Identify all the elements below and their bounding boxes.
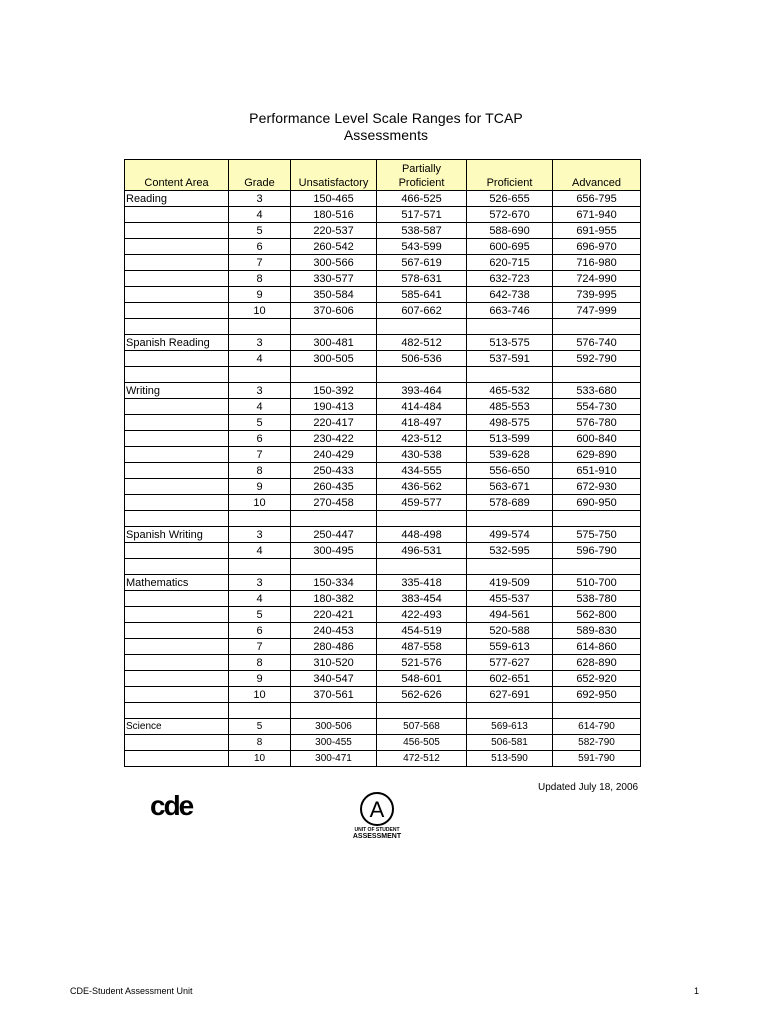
grade-cell: 8 <box>229 463 291 479</box>
grade-cell: 4 <box>229 207 291 223</box>
advanced-cell: 696-970 <box>553 239 641 255</box>
grade-cell: 5 <box>229 415 291 431</box>
proficient-cell: 577-627 <box>467 655 553 671</box>
grade-cell: 4 <box>229 399 291 415</box>
grade-cell: 8 <box>229 735 291 751</box>
proficient-cell: 600-695 <box>467 239 553 255</box>
empty-cell <box>377 367 467 383</box>
empty-cell <box>291 367 377 383</box>
content-area-cell <box>125 223 229 239</box>
proficient-cell: 627-691 <box>467 687 553 703</box>
advanced-cell: 582-790 <box>553 735 641 751</box>
advanced-cell: 747-999 <box>553 303 641 319</box>
header-partially-line-1: Partially <box>401 163 442 175</box>
content-area-cell: Spanish Reading <box>125 335 229 351</box>
partially-proficient-cell: 482-512 <box>377 335 467 351</box>
partially-proficient-cell: 393-464 <box>377 383 467 399</box>
empty-cell <box>291 559 377 575</box>
unsatisfactory-cell: 300-495 <box>291 543 377 559</box>
proficient-cell: 632-723 <box>467 271 553 287</box>
advanced-cell: 576-740 <box>553 335 641 351</box>
table-row <box>125 303 641 319</box>
partially-proficient-cell: 607-662 <box>377 303 467 319</box>
document-title <box>200 110 572 144</box>
grade-cell: 9 <box>229 671 291 687</box>
proficient-cell: 506-581 <box>467 735 553 751</box>
empty-cell <box>377 319 467 335</box>
content-area-cell <box>125 255 229 271</box>
unsatisfactory-cell: 300-481 <box>291 335 377 351</box>
unsatisfactory-cell: 150-334 <box>291 575 377 591</box>
advanced-cell: 716-980 <box>553 255 641 271</box>
table-row <box>125 607 641 623</box>
updated-date: Updated July 18, 2006 <box>538 782 639 793</box>
unsatisfactory-cell: 190-413 <box>291 399 377 415</box>
empty-cell <box>467 367 553 383</box>
content-area-cell <box>125 463 229 479</box>
content-area-cell <box>125 687 229 703</box>
partially-proficient-cell: 454-519 <box>377 623 467 639</box>
header-proficient: Proficient <box>467 160 553 191</box>
logo-line-1: UNIT OF STUDENT <box>354 827 400 833</box>
table-row <box>125 191 641 207</box>
partially-proficient-cell: 521-576 <box>377 655 467 671</box>
partially-proficient-cell: 517-571 <box>377 207 467 223</box>
unsatisfactory-cell: 310-520 <box>291 655 377 671</box>
grade-cell: 6 <box>229 239 291 255</box>
partially-proficient-cell: 543-599 <box>377 239 467 255</box>
proficient-cell: 513-590 <box>467 751 553 767</box>
unsatisfactory-cell: 300-505 <box>291 351 377 367</box>
grade-cell: 6 <box>229 623 291 639</box>
advanced-cell: 562-800 <box>553 607 641 623</box>
cde-logo-text: cde <box>150 790 193 821</box>
proficient-cell: 465-532 <box>467 383 553 399</box>
grade-cell: 10 <box>229 751 291 767</box>
spacer-row <box>125 559 641 575</box>
content-area-cell <box>125 623 229 639</box>
unsatisfactory-cell: 340-547 <box>291 671 377 687</box>
proficient-cell: 642-738 <box>467 287 553 303</box>
header-unsatisfactory: Unsatisfactory <box>291 160 377 191</box>
content-area-cell <box>125 751 229 767</box>
advanced-cell: 739-995 <box>553 287 641 303</box>
proficient-cell: 498-575 <box>467 415 553 431</box>
partially-proficient-cell: 487-558 <box>377 639 467 655</box>
grade-cell: 7 <box>229 639 291 655</box>
empty-cell <box>553 367 641 383</box>
partially-proficient-cell: 507-568 <box>377 719 467 735</box>
partially-proficient-cell: 436-562 <box>377 479 467 495</box>
table-row <box>125 399 641 415</box>
content-area-cell: Reading <box>125 191 229 207</box>
table-row <box>125 255 641 271</box>
partially-proficient-cell: 562-626 <box>377 687 467 703</box>
proficient-cell: 526-655 <box>467 191 553 207</box>
proficient-cell: 588-690 <box>467 223 553 239</box>
grade-cell: 10 <box>229 303 291 319</box>
proficient-cell: 537-591 <box>467 351 553 367</box>
header-content-area: Content Area <box>125 160 229 191</box>
grade-cell: 10 <box>229 687 291 703</box>
content-area-cell <box>125 351 229 367</box>
empty-cell <box>125 511 229 527</box>
empty-cell <box>467 511 553 527</box>
advanced-cell: 671-940 <box>553 207 641 223</box>
footer-page-number: 1 <box>694 986 700 996</box>
table-row <box>125 495 641 511</box>
empty-cell <box>229 559 291 575</box>
proficient-cell: 499-574 <box>467 527 553 543</box>
unsatisfactory-cell: 330-577 <box>291 271 377 287</box>
empty-cell <box>553 511 641 527</box>
content-area-cell <box>125 447 229 463</box>
empty-cell <box>553 319 641 335</box>
advanced-cell: 591-790 <box>553 751 641 767</box>
proficient-cell: 569-613 <box>467 719 553 735</box>
proficient-cell: 520-588 <box>467 623 553 639</box>
empty-cell <box>125 367 229 383</box>
table-row <box>125 543 641 559</box>
advanced-cell: 692-950 <box>553 687 641 703</box>
grade-cell: 3 <box>229 383 291 399</box>
proficient-cell: 532-595 <box>467 543 553 559</box>
unsatisfactory-cell: 300-506 <box>291 719 377 735</box>
table-row <box>125 719 641 735</box>
grade-cell: 5 <box>229 223 291 239</box>
proficient-cell: 556-650 <box>467 463 553 479</box>
title-line-2: Assessments <box>343 127 429 143</box>
table-row <box>125 463 641 479</box>
empty-cell <box>229 703 291 719</box>
content-area-cell: Writing <box>125 383 229 399</box>
advanced-cell: 651-910 <box>553 463 641 479</box>
logo-line-2: ASSESSMENT <box>352 833 402 840</box>
proficient-cell: 620-715 <box>467 255 553 271</box>
grade-cell: 8 <box>229 655 291 671</box>
content-area-cell <box>125 607 229 623</box>
partially-proficient-cell: 423-512 <box>377 431 467 447</box>
unsatisfactory-cell: 260-435 <box>291 479 377 495</box>
grade-cell: 4 <box>229 351 291 367</box>
partially-proficient-cell: 567-619 <box>377 255 467 271</box>
content-area-cell <box>125 399 229 415</box>
table-row <box>125 655 641 671</box>
advanced-cell: 510-700 <box>553 575 641 591</box>
empty-cell <box>377 559 467 575</box>
partially-proficient-cell: 418-497 <box>377 415 467 431</box>
grade-cell: 3 <box>229 527 291 543</box>
spacer-row <box>125 511 641 527</box>
spacer-row <box>125 319 641 335</box>
content-area-cell <box>125 271 229 287</box>
proficient-cell: 559-613 <box>467 639 553 655</box>
unsatisfactory-cell: 280-486 <box>291 639 377 655</box>
grade-cell: 3 <box>229 335 291 351</box>
table-row <box>125 431 641 447</box>
advanced-cell: 690-950 <box>553 495 641 511</box>
table-row <box>125 687 641 703</box>
empty-cell <box>229 511 291 527</box>
grade-cell: 7 <box>229 447 291 463</box>
content-area-cell <box>125 415 229 431</box>
content-area-cell <box>125 287 229 303</box>
table-header-row <box>125 160 641 191</box>
advanced-cell: 652-920 <box>553 671 641 687</box>
table-row <box>125 591 641 607</box>
unsatisfactory-cell: 300-471 <box>291 751 377 767</box>
empty-cell <box>291 319 377 335</box>
table-row <box>125 351 641 367</box>
empty-cell <box>291 703 377 719</box>
content-area-cell <box>125 431 229 447</box>
content-area-cell <box>125 207 229 223</box>
advanced-cell: 600-840 <box>553 431 641 447</box>
spacer-row <box>125 367 641 383</box>
table-row <box>125 239 641 255</box>
unsatisfactory-cell: 240-429 <box>291 447 377 463</box>
advanced-cell: 614-790 <box>553 719 641 735</box>
header-advanced: Advanced <box>553 160 641 191</box>
header-partially-line-2: Proficient <box>398 177 445 189</box>
title-line-1: Performance Level Scale Ranges for TCAP <box>249 110 523 126</box>
partially-proficient-cell: 434-555 <box>377 463 467 479</box>
table-row <box>125 287 641 303</box>
unsatisfactory-cell: 300-455 <box>291 735 377 751</box>
empty-cell <box>467 319 553 335</box>
student-assessment-logo <box>350 788 414 844</box>
partially-proficient-cell: 422-493 <box>377 607 467 623</box>
table-row <box>125 479 641 495</box>
table-row <box>125 751 641 767</box>
content-area-cell <box>125 735 229 751</box>
advanced-cell: 576-780 <box>553 415 641 431</box>
content-area-cell: Science <box>125 719 229 735</box>
empty-cell <box>467 559 553 575</box>
content-area-cell <box>125 479 229 495</box>
header-partially-proficient <box>377 160 467 191</box>
table-row <box>125 735 641 751</box>
unsatisfactory-cell: 250-433 <box>291 463 377 479</box>
advanced-cell: 724-990 <box>553 271 641 287</box>
content-area-cell <box>125 639 229 655</box>
proficient-cell: 513-599 <box>467 431 553 447</box>
logo-letter: A <box>369 797 385 822</box>
unsatisfactory-cell: 300-566 <box>291 255 377 271</box>
advanced-cell: 589-830 <box>553 623 641 639</box>
table-row <box>125 527 641 543</box>
advanced-cell: 628-890 <box>553 655 641 671</box>
proficient-cell: 602-651 <box>467 671 553 687</box>
advanced-cell: 575-750 <box>553 527 641 543</box>
unsatisfactory-cell: 260-542 <box>291 239 377 255</box>
proficient-cell: 419-509 <box>467 575 553 591</box>
proficient-cell: 513-575 <box>467 335 553 351</box>
advanced-cell: 672-930 <box>553 479 641 495</box>
advanced-cell: 538-780 <box>553 591 641 607</box>
proficient-cell: 539-628 <box>467 447 553 463</box>
partially-proficient-cell: 506-536 <box>377 351 467 367</box>
grade-cell: 7 <box>229 255 291 271</box>
proficient-cell: 663-746 <box>467 303 553 319</box>
cde-logo <box>150 790 206 822</box>
unsatisfactory-cell: 220-417 <box>291 415 377 431</box>
grade-cell: 4 <box>229 543 291 559</box>
partially-proficient-cell: 538-587 <box>377 223 467 239</box>
unsatisfactory-cell: 220-421 <box>291 607 377 623</box>
advanced-cell: 691-955 <box>553 223 641 239</box>
unsatisfactory-cell: 240-453 <box>291 623 377 639</box>
empty-cell <box>553 559 641 575</box>
advanced-cell: 656-795 <box>553 191 641 207</box>
partially-proficient-cell: 414-484 <box>377 399 467 415</box>
advanced-cell: 554-730 <box>553 399 641 415</box>
grade-cell: 10 <box>229 495 291 511</box>
unsatisfactory-cell: 250-447 <box>291 527 377 543</box>
table-row <box>125 415 641 431</box>
unsatisfactory-cell: 370-606 <box>291 303 377 319</box>
content-area-cell: Spanish Writing <box>125 527 229 543</box>
scale-ranges-table <box>124 159 641 767</box>
table-row <box>125 623 641 639</box>
table-row <box>125 383 641 399</box>
advanced-cell: 629-890 <box>553 447 641 463</box>
grade-cell: 9 <box>229 479 291 495</box>
table-row <box>125 223 641 239</box>
advanced-cell: 592-790 <box>553 351 641 367</box>
proficient-cell: 572-670 <box>467 207 553 223</box>
spacer-row <box>125 703 641 719</box>
empty-cell <box>377 703 467 719</box>
table-row <box>125 271 641 287</box>
partially-proficient-cell: 472-512 <box>377 751 467 767</box>
unsatisfactory-cell: 150-465 <box>291 191 377 207</box>
partially-proficient-cell: 548-601 <box>377 671 467 687</box>
empty-cell <box>125 319 229 335</box>
content-area-cell <box>125 495 229 511</box>
proficient-cell: 494-561 <box>467 607 553 623</box>
advanced-cell: 614-860 <box>553 639 641 655</box>
empty-cell <box>291 511 377 527</box>
partially-proficient-cell: 448-498 <box>377 527 467 543</box>
table-row <box>125 575 641 591</box>
partially-proficient-cell: 430-538 <box>377 447 467 463</box>
table-row <box>125 671 641 687</box>
table-row <box>125 639 641 655</box>
proficient-cell: 455-537 <box>467 591 553 607</box>
table-row <box>125 447 641 463</box>
empty-cell <box>553 703 641 719</box>
unsatisfactory-cell: 220-537 <box>291 223 377 239</box>
unsatisfactory-cell: 180-382 <box>291 591 377 607</box>
partially-proficient-cell: 456-505 <box>377 735 467 751</box>
content-area-cell <box>125 591 229 607</box>
partially-proficient-cell: 578-631 <box>377 271 467 287</box>
table-row <box>125 335 641 351</box>
proficient-cell: 563-671 <box>467 479 553 495</box>
grade-cell: 5 <box>229 719 291 735</box>
partially-proficient-cell: 585-641 <box>377 287 467 303</box>
content-area-cell: Mathematics <box>125 575 229 591</box>
grade-cell: 3 <box>229 191 291 207</box>
unsatisfactory-cell: 230-422 <box>291 431 377 447</box>
unsatisfactory-cell: 370-561 <box>291 687 377 703</box>
table-row <box>125 207 641 223</box>
header-grade: Grade <box>229 160 291 191</box>
partially-proficient-cell: 383-454 <box>377 591 467 607</box>
grade-cell: 3 <box>229 575 291 591</box>
unsatisfactory-cell: 180-516 <box>291 207 377 223</box>
empty-cell <box>467 703 553 719</box>
unsatisfactory-cell: 350-584 <box>291 287 377 303</box>
advanced-cell: 533-680 <box>553 383 641 399</box>
proficient-cell: 485-553 <box>467 399 553 415</box>
partially-proficient-cell: 335-418 <box>377 575 467 591</box>
footer-unit-name: CDE-Student Assessment Unit <box>70 986 193 996</box>
grade-cell: 6 <box>229 431 291 447</box>
content-area-cell <box>125 655 229 671</box>
proficient-cell: 578-689 <box>467 495 553 511</box>
grade-cell: 8 <box>229 271 291 287</box>
empty-cell <box>377 511 467 527</box>
content-area-cell <box>125 303 229 319</box>
advanced-cell: 596-790 <box>553 543 641 559</box>
empty-cell <box>125 559 229 575</box>
unsatisfactory-cell: 150-392 <box>291 383 377 399</box>
content-area-cell <box>125 671 229 687</box>
table-body <box>125 191 641 767</box>
empty-cell <box>125 703 229 719</box>
partially-proficient-cell: 466-525 <box>377 191 467 207</box>
unsatisfactory-cell: 270-458 <box>291 495 377 511</box>
content-area-cell <box>125 239 229 255</box>
grade-cell: 4 <box>229 591 291 607</box>
grade-cell: 9 <box>229 287 291 303</box>
partially-proficient-cell: 459-577 <box>377 495 467 511</box>
content-area-cell <box>125 543 229 559</box>
empty-cell <box>229 319 291 335</box>
grade-cell: 5 <box>229 607 291 623</box>
partially-proficient-cell: 496-531 <box>377 543 467 559</box>
empty-cell <box>229 367 291 383</box>
